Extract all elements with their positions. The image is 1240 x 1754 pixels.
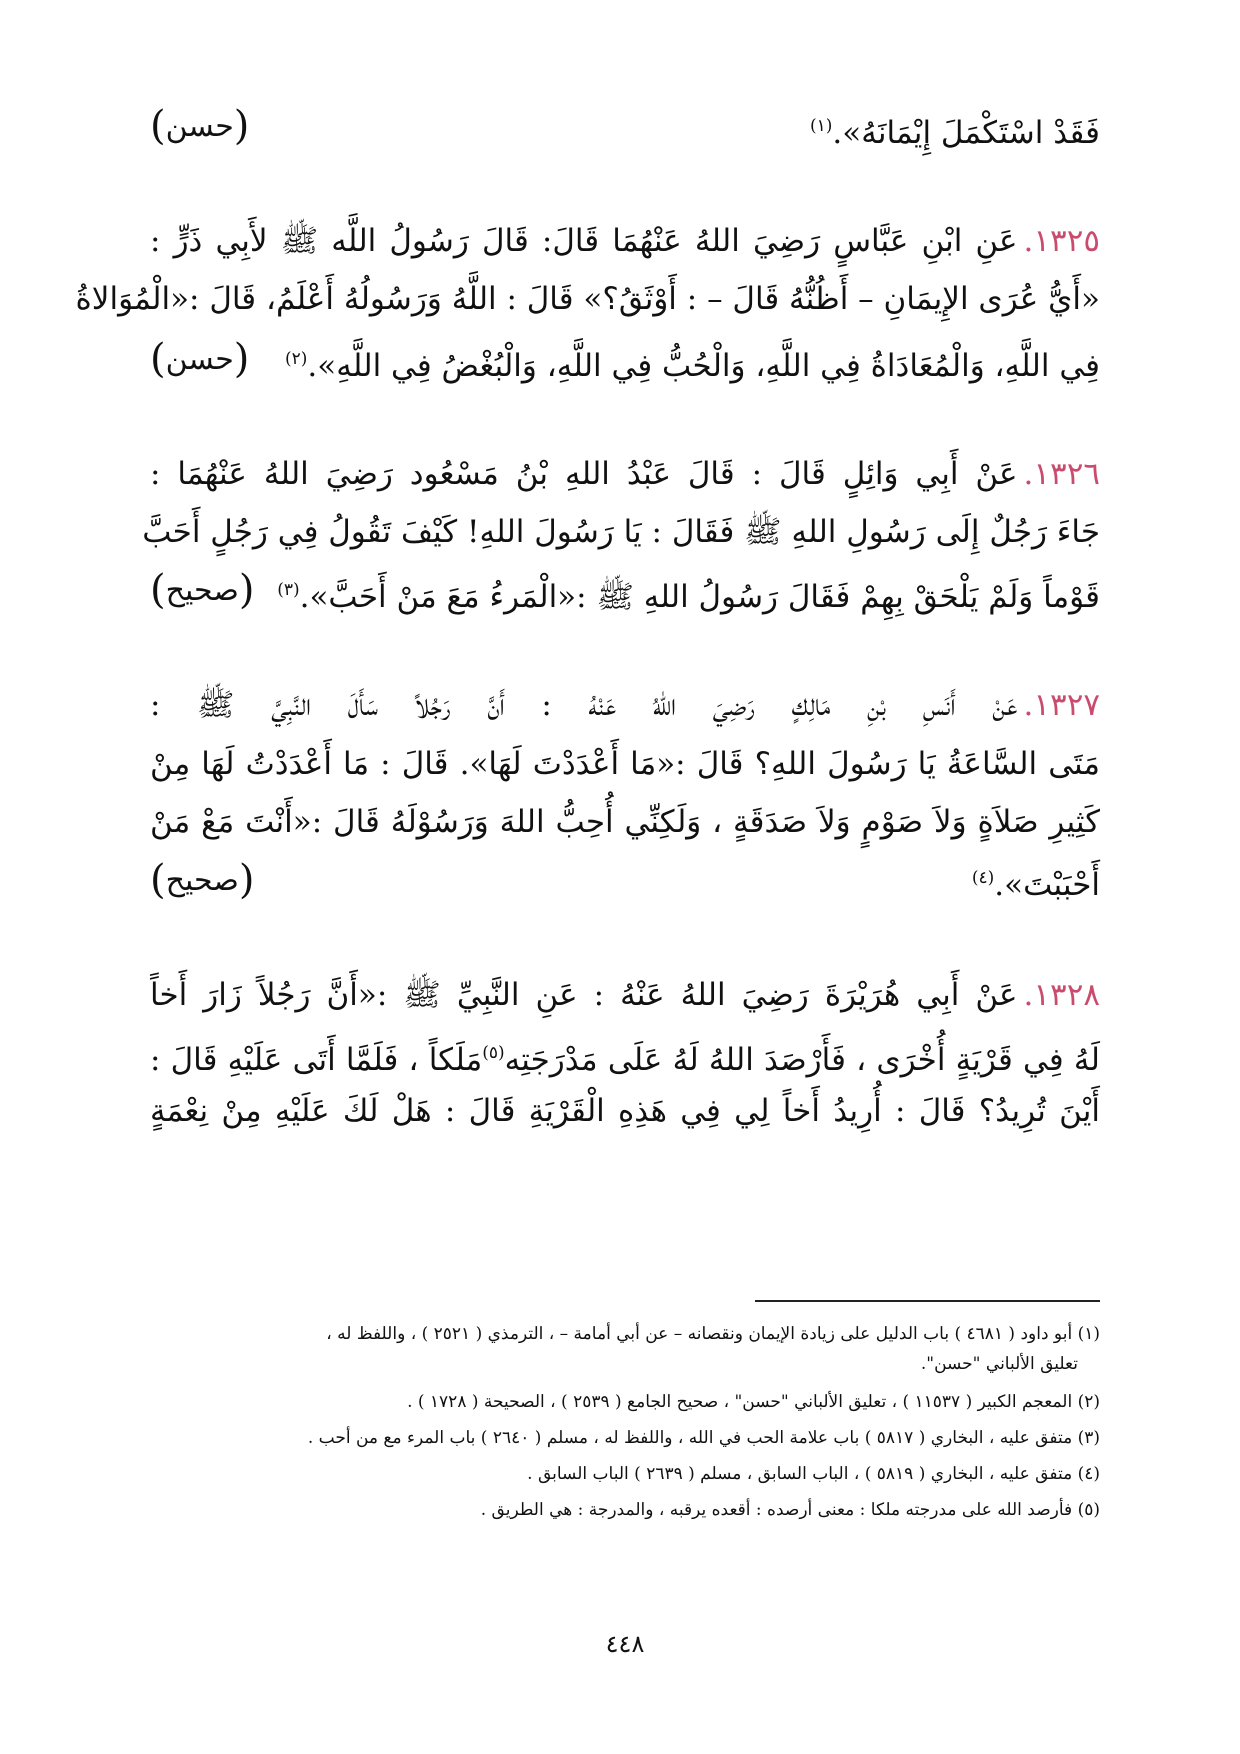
footnote-5: (٥) فأرصد الله على مدرجته ملكا : معنى أرصده : أقعده يرقبه ، والمدرجة : هي الطريق .	[480, 1500, 1100, 1520]
page-number: ٤٤٨	[605, 1630, 645, 1658]
hadith-1325-line-1	[150, 219, 1100, 263]
hadith-text: «أَيُّ عُرَى الإِيمَانِ – أَظُنُّهُ قَالَ – : أَوْثَقُ؟» قَالَ : اللَّهُ وَرَسُولُهُ أَعْلَمُ، قَالَ :«الْمُوَالاةُ	[75, 281, 1100, 317]
hadith-1328-line-1	[150, 973, 1100, 1017]
grade-text: صحيح	[165, 863, 239, 898]
hadith-1326-line-2	[142, 510, 1100, 554]
hadith-text: قَوْماً وَلَمْ يَلْحَقْ بِهِمْ فَقَالَ رَسُولُ اللهِ ﷺ :«الْمَرءُ مَعَ مَنْ أَحَبَّ».	[299, 579, 1100, 615]
hadith-text: أَيْنَ تُرِيدُ؟ قَالَ : أُرِيدُ أَخاً لِي فِي هَذِهِ الْقَرْيَةِ قَالَ : هَلْ لَكَ عَلَيْهِ مِنْ نِعْمَةٍ	[150, 1093, 1100, 1129]
footnote-ref: (٥)	[482, 1043, 505, 1063]
hadith-1327-line-3	[150, 800, 1100, 844]
hadith-1327-line-1	[150, 683, 1100, 727]
hadith-1327-line-4	[150, 856, 1100, 907]
footnote-1-continuation: تعليق الألباني "حسن".	[920, 1354, 1078, 1374]
footnote-4: (٤) متفق عليه ، البخاري ( ٥٨١٩ ) ، الباب السابق ، مسلم ( ٢٦٣٩ ) الباب السابق .	[527, 1464, 1100, 1484]
hadith-1326-line-1	[150, 452, 1100, 496]
grade-text: صحيح	[165, 573, 239, 608]
footnote-divider	[755, 1300, 1100, 1302]
hadith-1328-line-2	[150, 1031, 1100, 1082]
hadith-text: لَهُ فِي قَرْيَةٍ أُخْرَى ، فَأَرْصَدَ اللهُ لَهُ عَلَى مَدْرَجَتِه	[504, 1042, 1100, 1078]
hadith-text: جَاءَ رَجُلٌ إِلَى رَسُولِ اللهِ ﷺ فَقَالَ : يَا رَسُولَ اللهِ! كَيْفَ تَقُولُ فِي رَجُلٍ أَحَبَّ	[142, 514, 1100, 550]
hadith-1325-line-2	[75, 277, 1100, 321]
hadith-1327-line-2	[150, 742, 1100, 786]
hadith-1328-line-3	[150, 1089, 1100, 1133]
hadith-text: عَنْ أَبِي وَائِلٍ قَالَ : قَالَ عَبْدُ اللهِ بْنُ مَسْعُود رَضِيَ اللهُ عَنْهُمَا :	[150, 456, 1018, 492]
footnote-2: (٢) المعجم الكبير ( ١١٥٣٧ ) ، تعليق الألباني "حسن" ، صحيح الجامع ( ٢٥٣٩ ) ، الصحيحة ( ١٧٢٨ ) .	[407, 1392, 1100, 1412]
hadith-number: ١٣٢٦.	[1023, 456, 1100, 492]
hadith-text: عَنْ أَنَسِ بْنِ مَالِكٍ رَضِيَ اللهُ عَنْهُ : أَنَّ رَجُلاً سَأَلَ النَّبِيَّ ﷺ :	[150, 687, 1018, 723]
continuation-text: فَقَدْ اسْتَكْمَلَ إِيْمَانَهُ».	[832, 115, 1100, 151]
footnote-ref: (٣)	[277, 580, 300, 600]
footnote-ref: (١)	[809, 116, 833, 136]
hadith-text: كَثِيرِ صَلاَةٍ وَلاَ صَوْمٍ وَلاَ صَدَقَةٍ ، وَلَكِنِّي أُحِبُّ اللهَ وَرَسُوْلَهُ قَالَ :«أَنْتَ مَعْ مَنْ	[150, 804, 1100, 840]
hadith-1326-line-3	[150, 568, 1100, 619]
footnote-1: (١) أبو داود ( ٤٦٨١ ) باب الدليل على زيادة الإيمان ونقصانه – عن أبي أمامة – ، الترمذي ( ٢٥٢١ ) ، واللفظ له ،	[326, 1324, 1100, 1344]
hadith-text: مَلَكاً ، فَلَمَّا أَتَى عَلَيْهِ قَالَ :	[150, 1042, 483, 1078]
grade-label: (صحيح)	[150, 567, 255, 613]
grade-text: حسن	[165, 109, 234, 144]
hadith-1325-line-3	[150, 337, 1100, 388]
hadith-text: عَنْ أَبِي هُرَيْرَةَ رَضِيَ اللهُ عَنْهُ : عَنِ النَّبِيِّ ﷺ :«أَنَّ رَجُلاً زَارَ أَخاً	[150, 977, 1018, 1013]
footnote-ref: (٢)	[285, 349, 308, 369]
hadith-number: ١٣٢٥.	[1023, 223, 1100, 259]
grade-label: (صحيح)	[150, 857, 255, 903]
hadith-text: فِي اللَّهِ، وَالْمُعَادَاةُ فِي اللَّهِ، وَالْحُبُّ فِي اللَّهِ، وَالْبُغْضُ فِي اللَّهِ».	[307, 348, 1100, 384]
grade-label: (حسن)	[150, 103, 250, 149]
footnote-ref: (٤)	[971, 868, 995, 888]
hadith-continuation-line	[150, 104, 1100, 155]
grade-label: (حسن)	[150, 336, 250, 382]
hadith-text: عَنِ ابْنِ عَبَّاسٍ رَضِيَ اللهُ عَنْهُمَا قَالَ: قَالَ رَسُولُ اللَّه ﷺ لأَبِي ذَرٍّ :	[150, 223, 1018, 259]
hadith-text: أَحْبَبْتَ».	[994, 867, 1100, 903]
grade-text: حسن	[165, 342, 234, 377]
hadith-text: مَتَى السَّاعَةُ يَا رَسُولَ اللهِ؟ قَالَ :«مَا أَعْدَدْتَ لَهَا». قَالَ : مَا أَعْدَدْتُ لَهَا مِنْ	[150, 746, 1100, 782]
hadith-number: ١٣٢٨.	[1023, 977, 1100, 1013]
footnote-3: (٣) متفق عليه ، البخاري ( ٥٨١٧ ) باب علامة الحب في الله ، واللفظ له ، مسلم ( ٢٦٤٠ ) باب المرء مع من أحب .	[307, 1428, 1100, 1448]
book-page	[75, 0, 1100, 1754]
hadith-number: ١٣٢٧.	[1023, 687, 1100, 723]
